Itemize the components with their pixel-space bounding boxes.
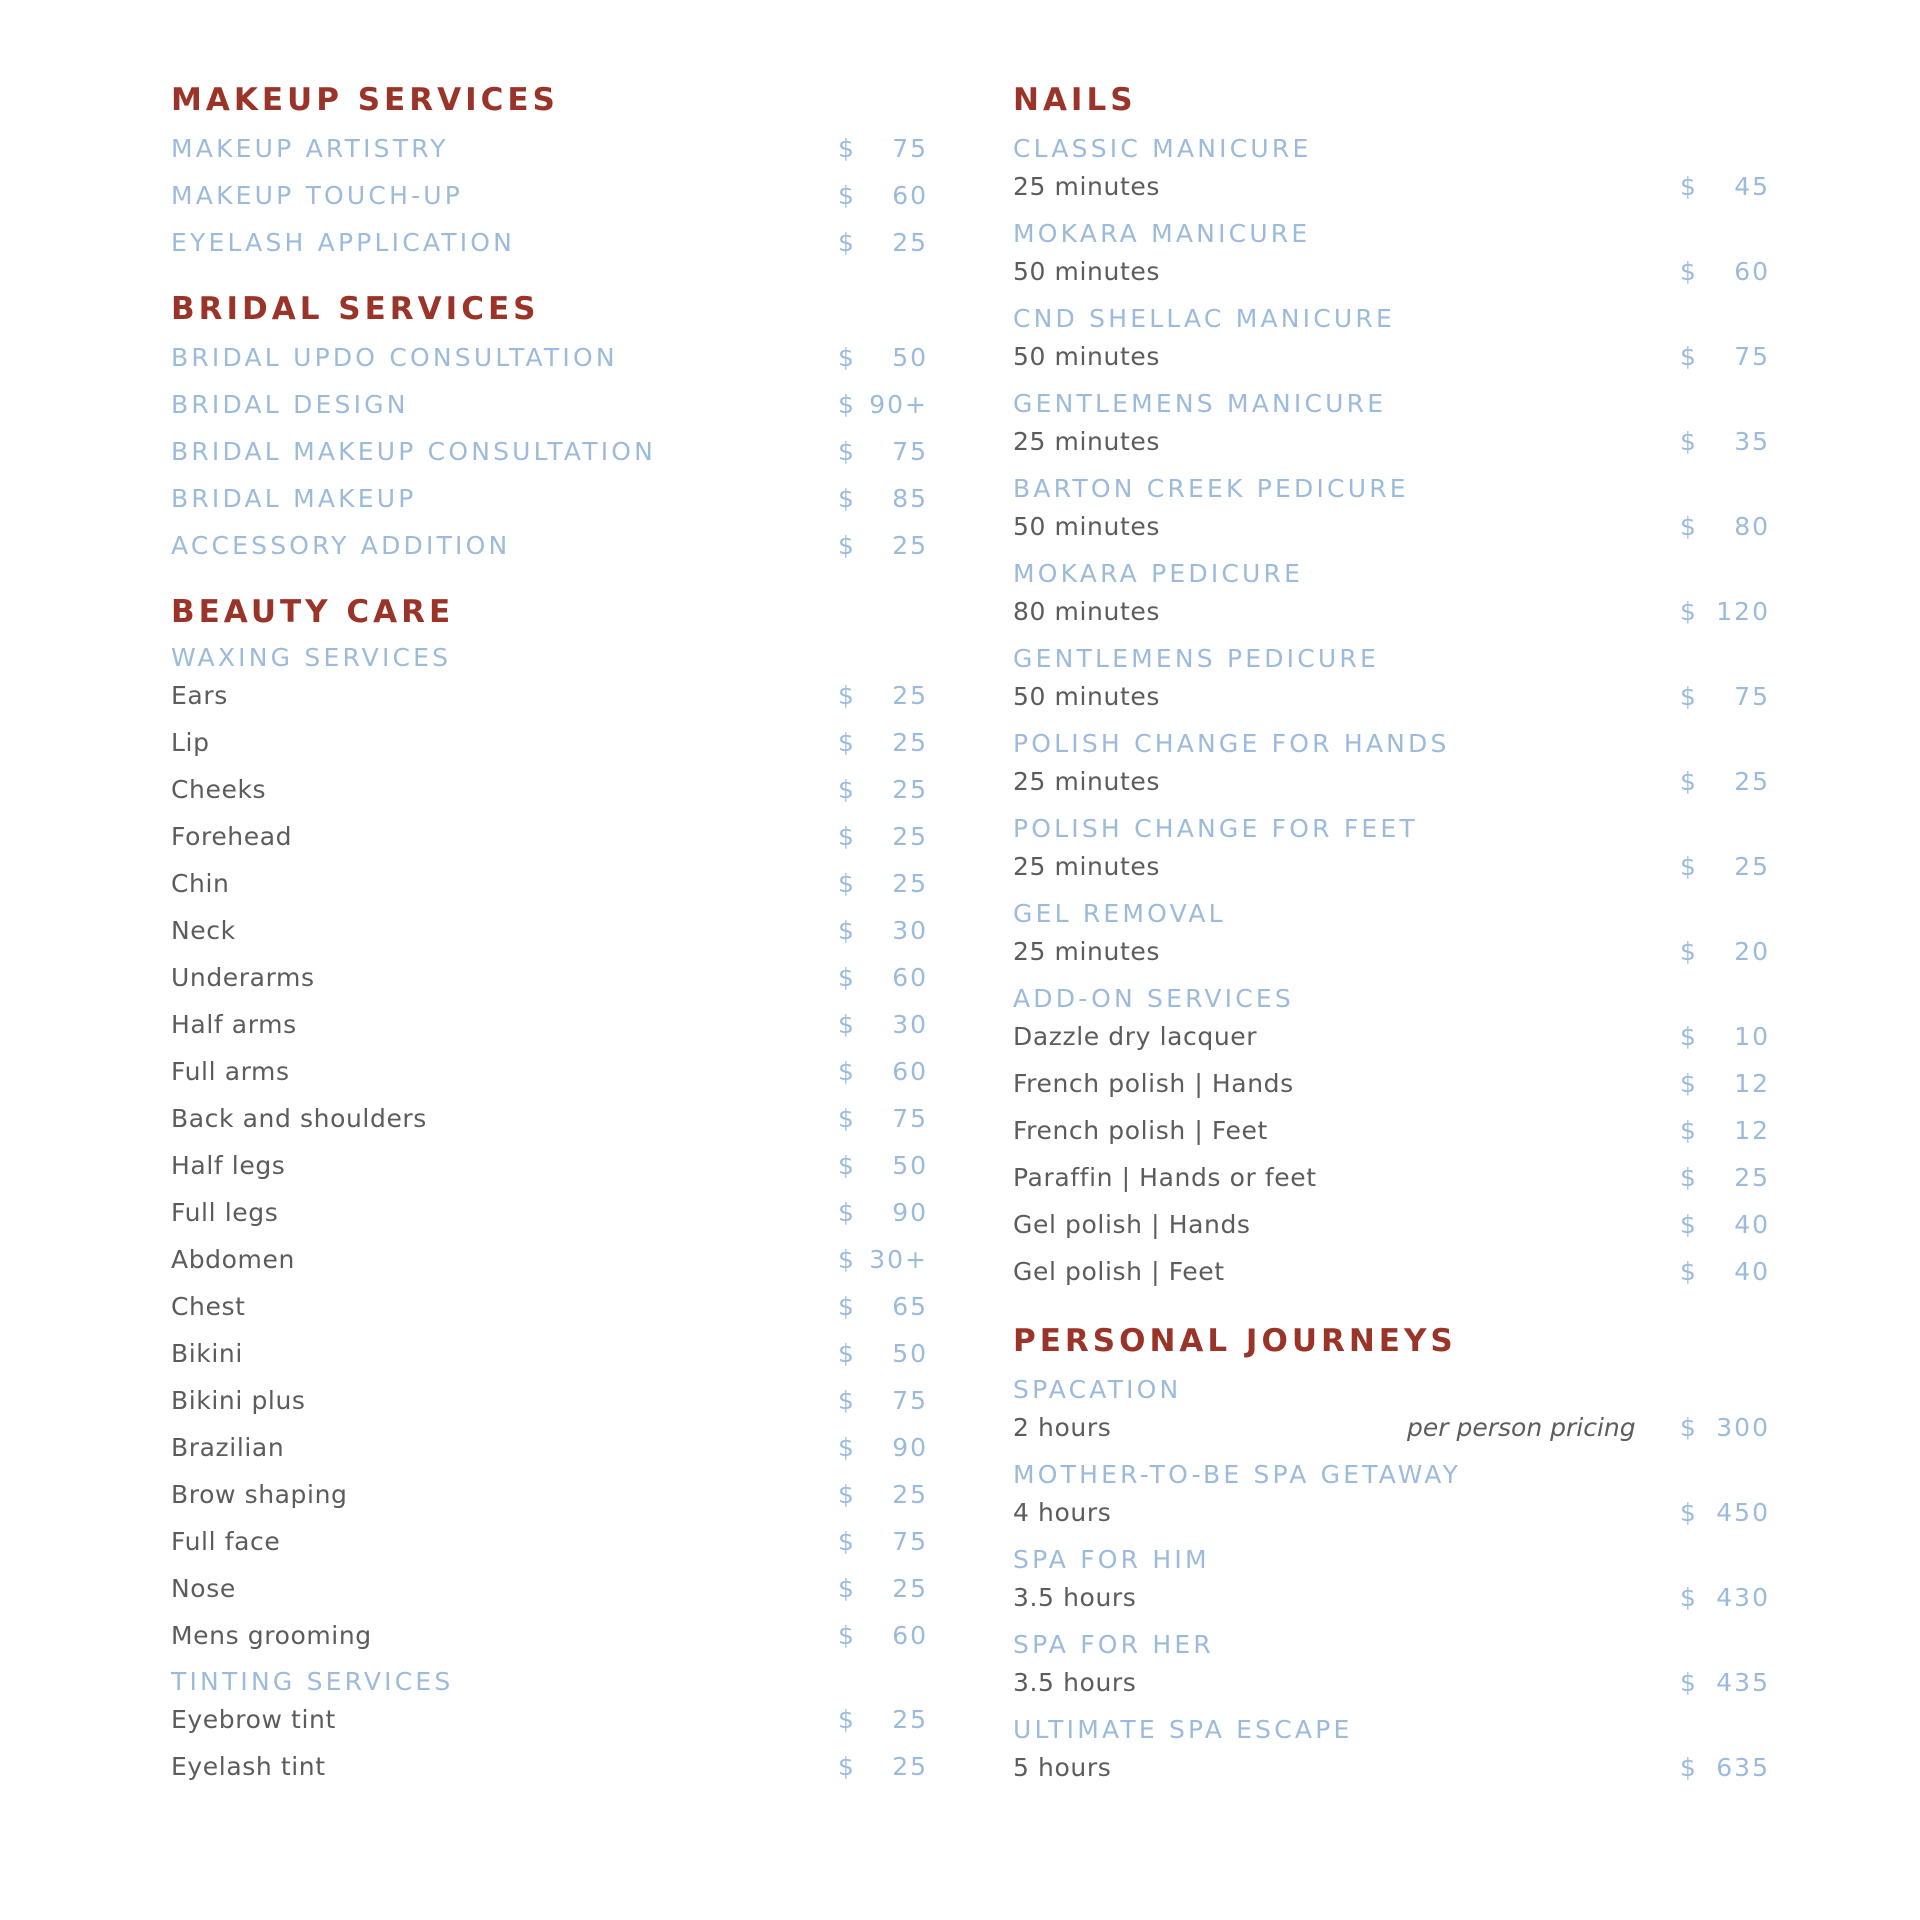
duration: 5 hours xyxy=(1013,1753,1112,1782)
item-name: French polish | Feet xyxy=(1013,1116,1268,1145)
item-name: Brow shaping xyxy=(171,1480,348,1509)
service-name: POLISH CHANGE FOR HANDS xyxy=(1013,729,1450,758)
item-name: Eyelash tint xyxy=(171,1752,326,1781)
service-name: BRIDAL MAKEUP CONSULTATION xyxy=(171,437,657,466)
item-name: Half legs xyxy=(171,1151,286,1180)
duration: 3.5 hours xyxy=(1013,1668,1137,1697)
item-name: Underarms xyxy=(171,963,315,992)
service-name: POLISH CHANGE FOR FEET xyxy=(1013,814,1418,843)
duration: 4 hours xyxy=(1013,1498,1112,1527)
service-name: MOTHER-TO-BE SPA GETAWAY xyxy=(1013,1460,1462,1489)
item-name: Paraffin | Hands or feet xyxy=(1013,1163,1317,1192)
service-name: MAKEUP TOUCH-UP xyxy=(171,181,464,210)
duration: 50 minutes xyxy=(1013,342,1160,371)
section-heading: BRIDAL SERVICES xyxy=(171,291,540,327)
item-name: Eyebrow tint xyxy=(171,1705,336,1734)
duration: 50 minutes xyxy=(1013,512,1160,541)
section-heading: MAKEUP SERVICES xyxy=(171,82,559,118)
item-name: Full arms xyxy=(171,1057,290,1086)
service-name: ACCESSORY ADDITION xyxy=(171,531,511,560)
duration: 80 minutes xyxy=(1013,597,1160,626)
pricing-note: per person pricing xyxy=(1407,1413,1636,1442)
service-name: MOKARA PEDICURE xyxy=(1013,559,1304,588)
item-name: Cheeks xyxy=(171,775,267,804)
subsection-heading: TINTING SERVICES xyxy=(171,1667,454,1696)
item-name: Full face xyxy=(171,1527,281,1556)
service-name: SPA FOR HER xyxy=(1013,1630,1214,1659)
service-name: GENTLEMENS MANICURE xyxy=(1013,389,1387,418)
item-name: Abdomen xyxy=(171,1245,295,1274)
service-name: BARTON CREEK PEDICURE xyxy=(1013,474,1409,503)
item-name: Brazilian xyxy=(171,1433,285,1462)
item-name: Chin xyxy=(171,869,230,898)
item-name: Back and shoulders xyxy=(171,1104,427,1133)
subsection-heading: ADD-ON SERVICES xyxy=(1013,984,1294,1013)
item-name: Bikini xyxy=(171,1339,243,1368)
item-name: Chest xyxy=(171,1292,246,1321)
service-name: BRIDAL UPDO CONSULTATION xyxy=(171,343,618,372)
duration: 25 minutes xyxy=(1013,852,1160,881)
item-name: Nose xyxy=(171,1574,236,1603)
item-name: Gel polish | Hands xyxy=(1013,1210,1251,1239)
duration: 25 minutes xyxy=(1013,937,1160,966)
section-heading: PERSONAL JOURNEYS xyxy=(1013,1323,1457,1359)
service-name: EYELASH APPLICATION xyxy=(171,228,516,257)
item-name: French polish | Hands xyxy=(1013,1069,1294,1098)
service-name: BRIDAL DESIGN xyxy=(171,390,409,419)
item-name: Half arms xyxy=(171,1010,297,1039)
duration: 25 minutes xyxy=(1013,172,1160,201)
item-name: Full legs xyxy=(171,1198,279,1227)
item-name: Bikini plus xyxy=(171,1386,306,1415)
item-name: Neck xyxy=(171,916,236,945)
section-heading: NAILS xyxy=(1013,82,1137,118)
service-name: GENTLEMENS PEDICURE xyxy=(1013,644,1379,673)
item-name: Lip xyxy=(171,728,210,757)
duration: 50 minutes xyxy=(1013,257,1160,286)
service-name: MOKARA MANICURE xyxy=(1013,219,1311,248)
subsection-heading: WAXING SERVICES xyxy=(171,643,452,672)
service-name: BRIDAL MAKEUP xyxy=(171,484,417,513)
service-name: GEL REMOVAL xyxy=(1013,899,1226,928)
service-name: CND SHELLAC MANICURE xyxy=(1013,304,1395,333)
item-name: Mens grooming xyxy=(171,1621,372,1650)
service-name: SPACATION xyxy=(1013,1375,1182,1404)
item-name: Ears xyxy=(171,681,228,710)
service-name: SPA FOR HIM xyxy=(1013,1545,1210,1574)
item-name: Gel polish | Feet xyxy=(1013,1257,1225,1286)
duration: 3.5 hours xyxy=(1013,1583,1137,1612)
service-name: CLASSIC MANICURE xyxy=(1013,134,1312,163)
section-heading: BEAUTY CARE xyxy=(171,594,455,630)
duration: 2 hours xyxy=(1013,1413,1112,1442)
service-name: ULTIMATE SPA ESCAPE xyxy=(1013,1715,1353,1744)
service-name: MAKEUP ARTISTRY xyxy=(171,134,449,163)
item-name: Dazzle dry lacquer xyxy=(1013,1022,1258,1051)
item-name: Forehead xyxy=(171,822,293,851)
duration: 50 minutes xyxy=(1013,682,1160,711)
duration: 25 minutes xyxy=(1013,767,1160,796)
duration: 25 minutes xyxy=(1013,427,1160,456)
